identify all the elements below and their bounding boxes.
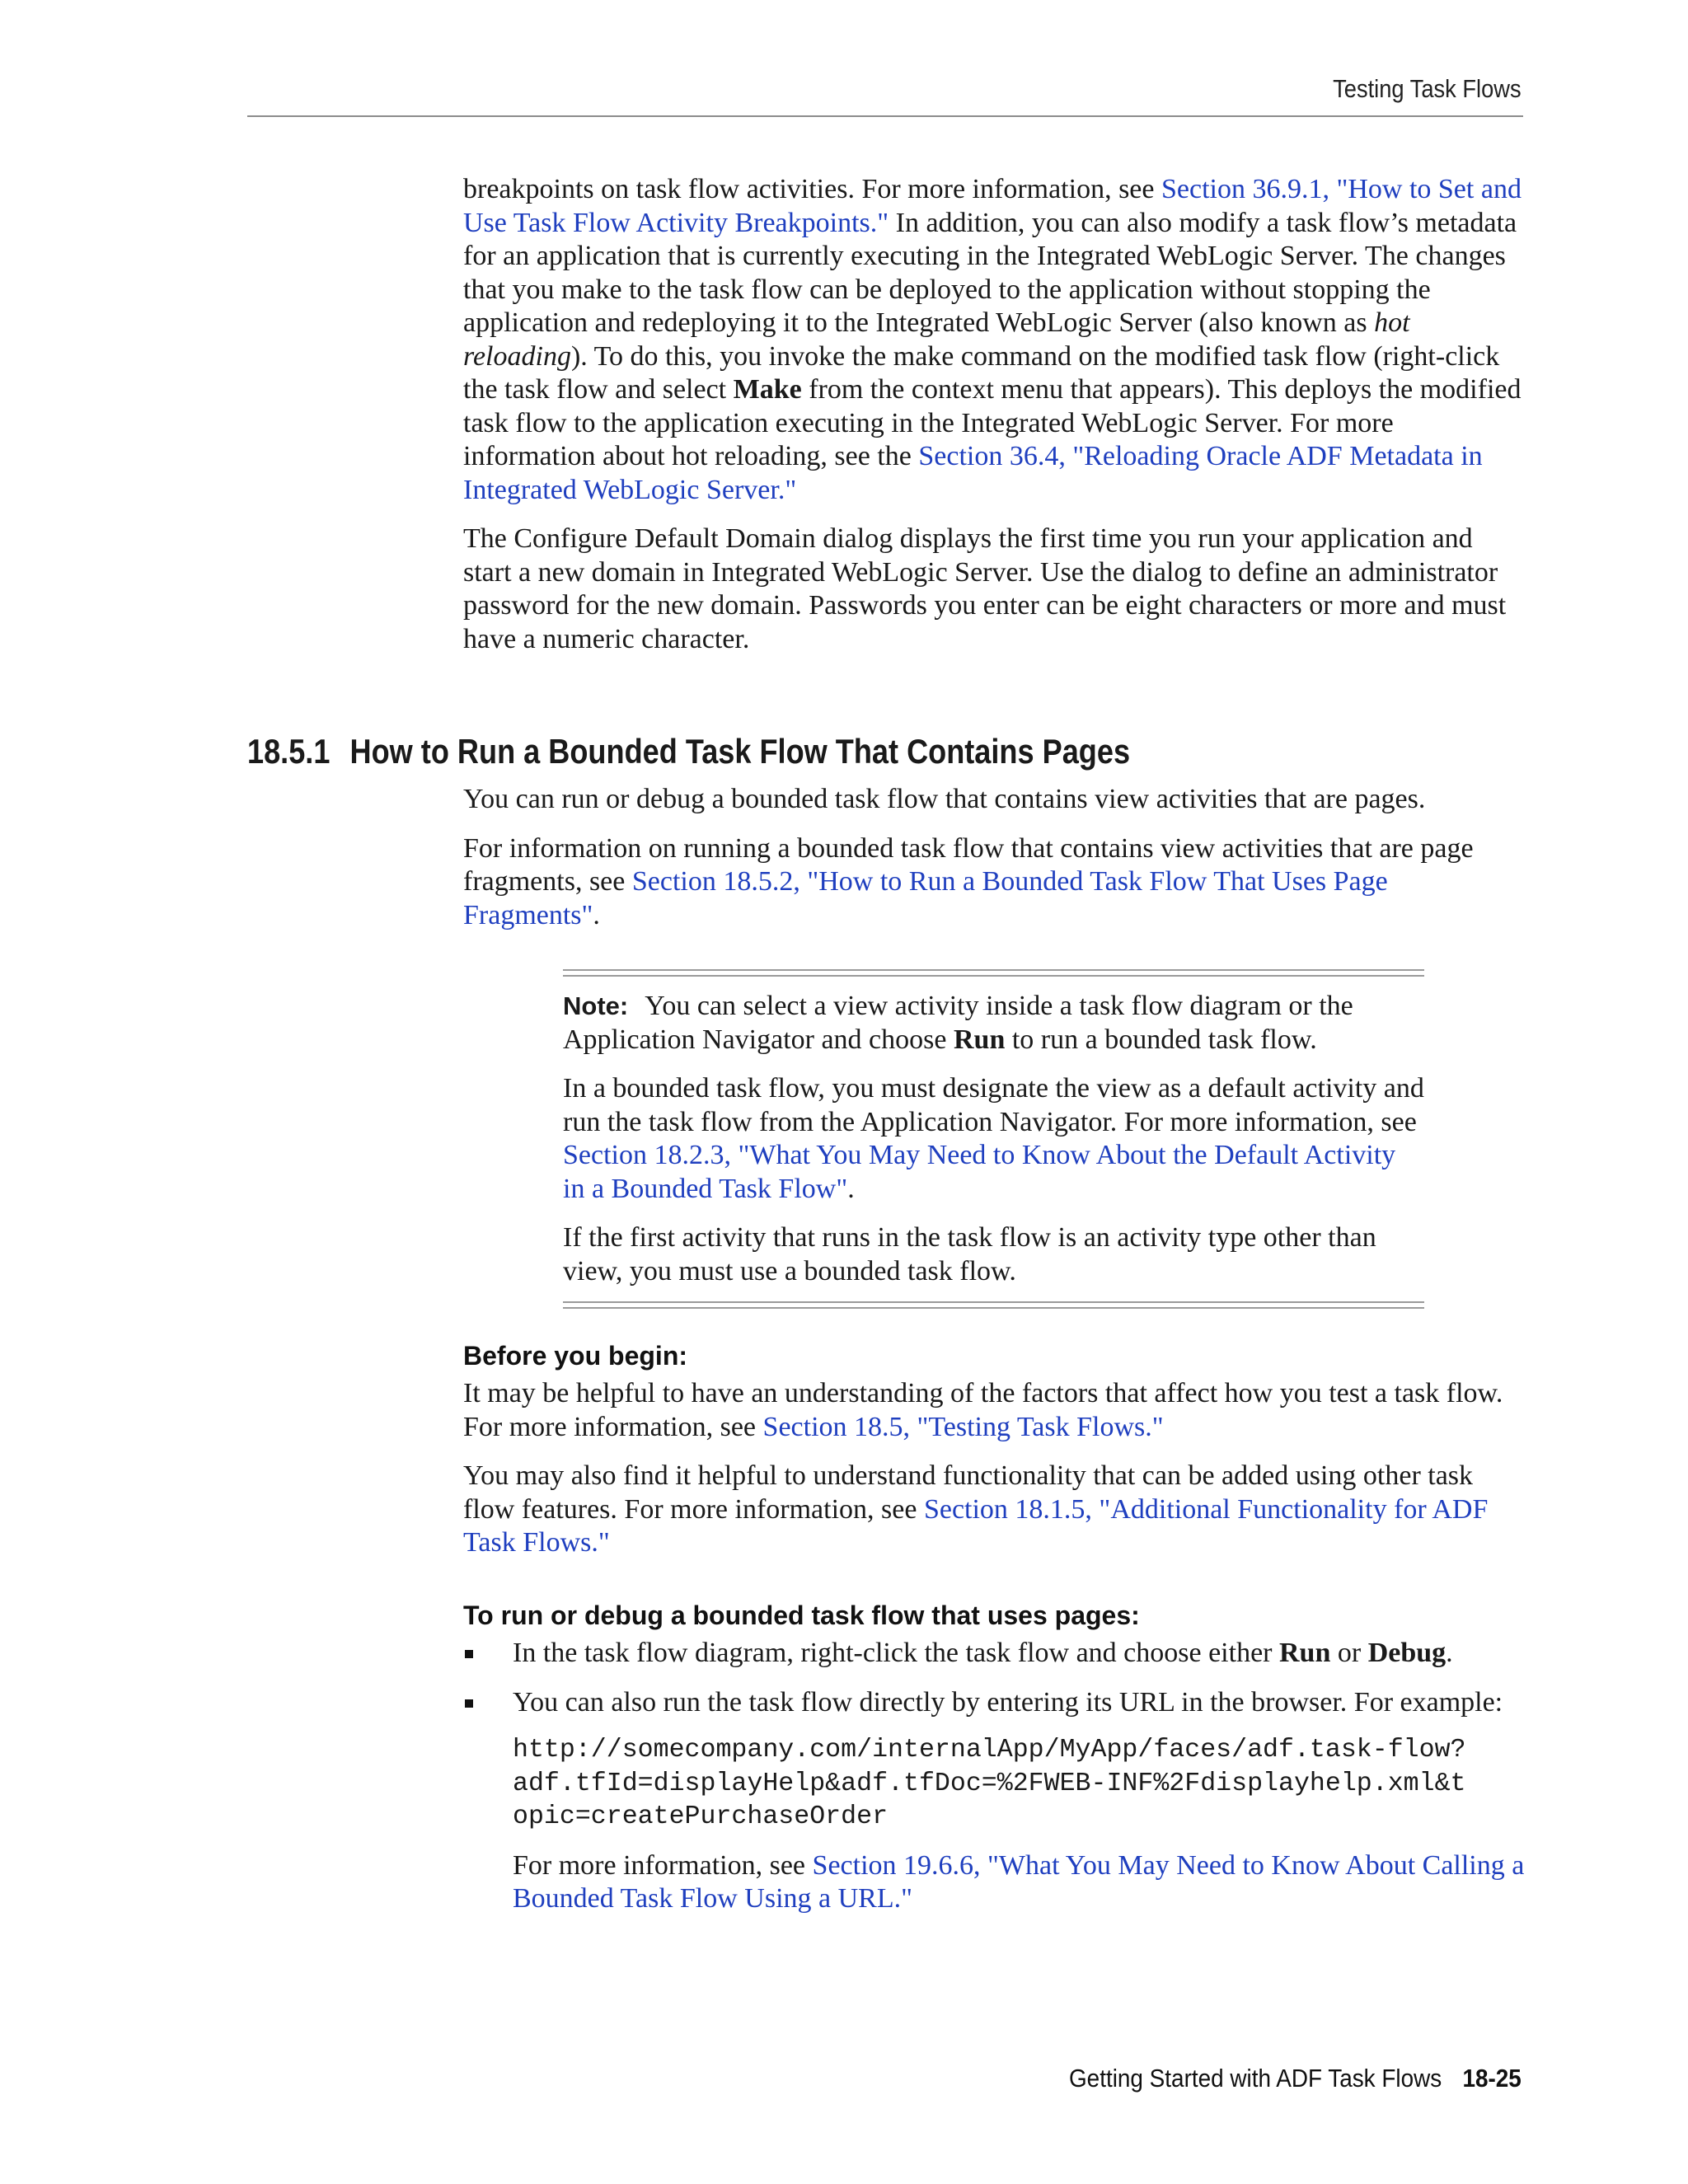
section-number: 18.5.1 xyxy=(247,732,331,771)
page-footer xyxy=(1069,2064,1522,2093)
text: You can select a view activity inside a task flow diagram or the Application Navigator and choose xyxy=(563,991,1353,1055)
code-line: opic=createPurchaseOrder xyxy=(513,1802,889,1831)
link-default-activity[interactable]: Section 18.2.3, "What You May Need to Know About the Default Activity in a Bounded Task Flow" xyxy=(563,1140,1396,1204)
footer-book-title: Getting Started with ADF Task Flows xyxy=(1069,2064,1442,2093)
bold-term: Make xyxy=(733,374,802,405)
link-testing-task-flows[interactable]: Section 18.5, "Testing Task Flows." xyxy=(762,1411,1164,1442)
text: . xyxy=(1446,1638,1453,1668)
more-info-paragraph xyxy=(513,1849,1526,1916)
section-body xyxy=(463,783,1526,932)
text: You may also find it helpful to understand functionality that can be added using other task flow features. For more information, see xyxy=(463,1460,1474,1525)
text: from the context menu that appears). This deploys the modified task flow to the application executing in the Integrated WebLogic Server. For more information about hot reloading, see the xyxy=(463,374,1522,471)
before-you-begin xyxy=(463,1339,1526,1560)
note-bottom-rule xyxy=(563,1301,1424,1309)
procedure-heading: To run or debug a bounded task flow that uses pages: xyxy=(463,1601,1140,1630)
section-heading xyxy=(247,732,1130,771)
text: In a bounded task flow, you must designate the view as a default activity and run the task flow from the Application Navigator. For more information, see xyxy=(563,1073,1424,1137)
link-activity-breakpoints[interactable]: Section 36.9.1, "How to Set and Use Task Flow Activity Breakpoints." xyxy=(463,174,1522,238)
bold-term: Run xyxy=(1279,1638,1331,1668)
note-label: Note: xyxy=(563,991,629,1020)
link-page-fragments[interactable]: Section 18.5.2, "How to Run a Bounded Task Flow That Uses Page Fragments" xyxy=(463,866,1388,930)
header-rule xyxy=(247,115,1523,117)
before-paragraph-1 xyxy=(463,1377,1526,1444)
italic-term: hot reloading xyxy=(463,307,1410,372)
link-reloading-metadata[interactable]: Section 36.4, "Reloading Oracle ADF Metadata in Integrated WebLogic Server." xyxy=(463,441,1483,505)
text: . xyxy=(593,899,600,930)
list-item-text: You can also run the task flow directly by entering its URL in the browser. For example: xyxy=(513,1686,1503,1718)
text: breakpoints on task flow activities. For more information, see xyxy=(463,174,1161,204)
note-paragraph-1 xyxy=(563,990,1424,1057)
before-paragraph-2 xyxy=(463,1460,1526,1560)
intro-paragraph-1 xyxy=(463,173,1526,507)
section-title: How to Run a Bounded Task Flow That Contains Pages xyxy=(349,732,1131,771)
note-paragraph-3: If the first activity that runs in the task flow is an activity type other than view, you must use a bounded task flow. xyxy=(563,1222,1376,1286)
note-paragraph-2 xyxy=(563,1072,1424,1206)
bullet-icon xyxy=(465,1699,473,1708)
before-heading: Before you begin: xyxy=(463,1341,688,1371)
procedure-list xyxy=(463,1637,1526,1916)
procedure xyxy=(463,1599,1526,1916)
note-top-rule xyxy=(563,969,1424,977)
page-number: 18-25 xyxy=(1462,2064,1522,2093)
text: In addition, you can also modify a task flow’s metadata for an application that is currently executing in the Integrated WebLogic Server. The changes that you make to the task flow can be deployed to the application without stopping the application and redeploying it to the Integrated WebLogic Server (also known as xyxy=(463,207,1517,338)
text: In the task flow diagram, right-click the task flow and choose either xyxy=(513,1638,1279,1668)
text: to run a bounded task flow. xyxy=(1005,1024,1317,1055)
note-content xyxy=(563,977,1424,1288)
intro-paragraph-2: The Configure Default Domain dialog displays the first time you run your application and start a new domain in Integrated WebLogic Server. Use the dialog to define an administrator password for the new domain. Passwords you enter can be eight characters or more and must have a numeric character. xyxy=(463,523,1507,654)
code-line: http://somecompany.com/internalApp/MyApp/faces/adf.task-flow? xyxy=(513,1736,1466,1765)
text: For information on running a bounded task flow that contains view activities that are page fragments, see xyxy=(463,832,1474,897)
bold-term: Debug xyxy=(1367,1638,1447,1668)
text: ). To do this, you invoke the make command on the modified task flow (right-click the task flow and select xyxy=(463,340,1500,405)
running-header: Testing Task Flows xyxy=(1333,74,1522,103)
list-item xyxy=(463,1637,1526,1671)
note-box xyxy=(563,969,1424,1309)
intro-section xyxy=(463,173,1526,656)
bullet-icon xyxy=(465,1650,473,1658)
text: or xyxy=(1330,1638,1368,1668)
text: For more information, see xyxy=(513,1849,813,1881)
link-calling-via-url[interactable]: Section 19.6.6, "What You May Need to Know About Calling a Bounded Task Flow Using a URL." xyxy=(513,1849,1525,1914)
list-item-text xyxy=(513,1637,1526,1671)
text: . xyxy=(847,1173,855,1204)
section-paragraph-1: You can run or debug a bounded task flow that contains view activities that are pages. xyxy=(463,784,1426,814)
list-item xyxy=(463,1686,1526,1916)
link-additional-functionality[interactable]: Section 18.1.5, "Additional Functionality for ADF Task Flows." xyxy=(463,1493,1489,1558)
code-line: adf.tfId=displayHelp&adf.tfDoc=%2FWEB-INF%2Fdisplayhelp.xml&t xyxy=(513,1769,1466,1798)
section-paragraph-2 xyxy=(463,832,1526,933)
bold-term: Run xyxy=(953,1024,1006,1055)
code-example xyxy=(513,1734,1526,1835)
text: It may be helpful to have an understanding of the factors that affect how you test a task flow. For more information, see xyxy=(463,1378,1503,1442)
